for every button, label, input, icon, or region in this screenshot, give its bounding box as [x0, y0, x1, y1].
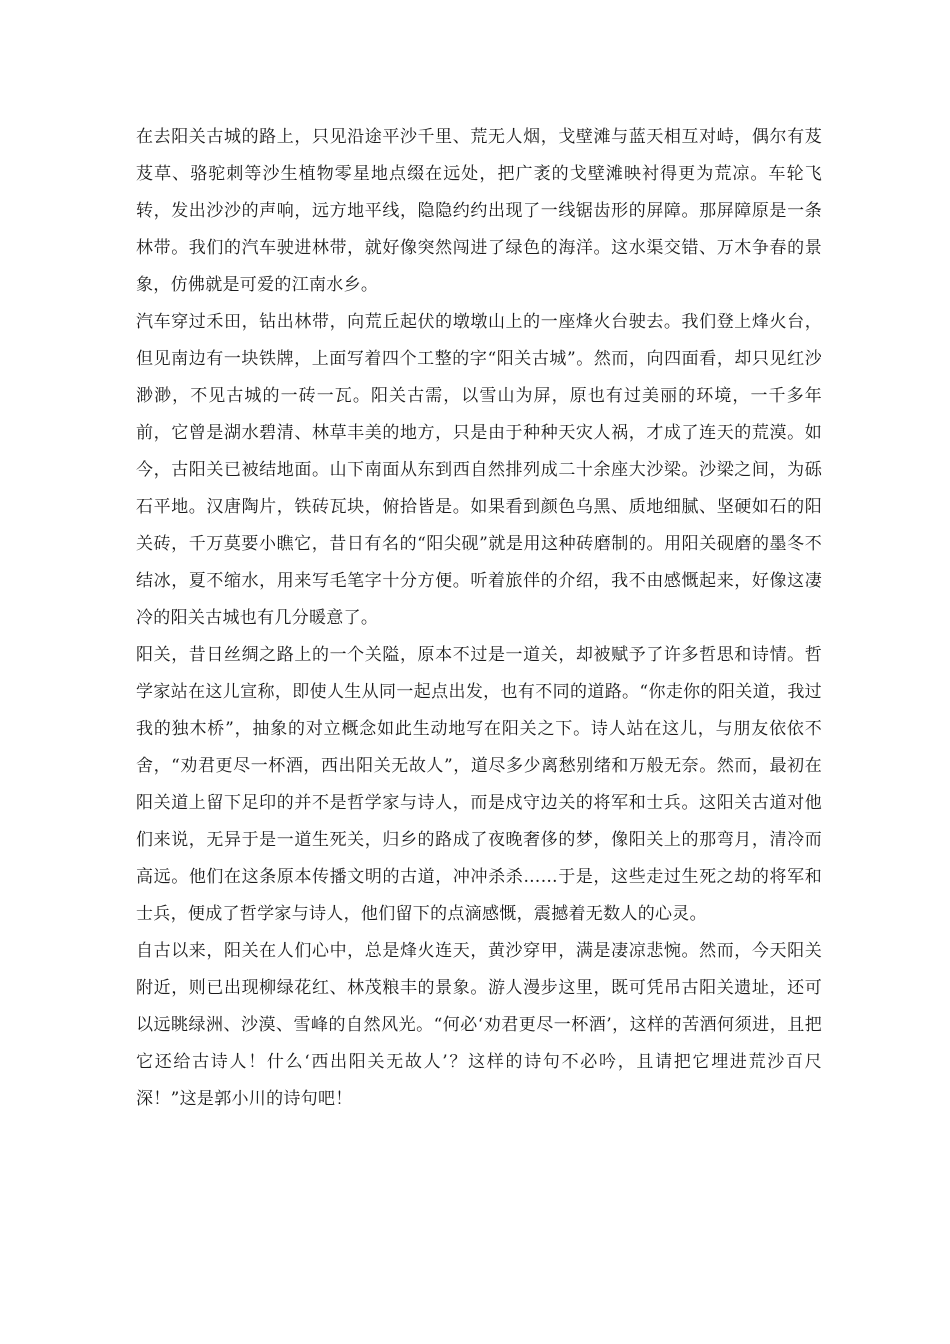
paragraph-3: 阳关，昔日丝绸之路上的一个关隘，原本不过是一道关，却被赋予了许多哲思和诗情。哲学家站在这儿宣称，即使人生从同一起点出发，也有不同的道路。“你走你的阳关道，我过我的独木桥”，抽象的对立概念如此生动地写在阳关之下。诗人站在这儿，与朋友依依不舍，“劝君更尽一杯酒，西出阳关无故人”，道尽多少离愁别绪和万般无奈。然而，最初在阳关道上留下足印的并不是哲学家与诗人，而是戍守边关的将军和士兵。这阳关古道对他们来说，无异于是一道生死关，归乡的路成了夜晚奢侈的梦，像阳关上的那弯月，清冷而高远。他们在这条原本传播文明的古道，冲冲杀杀……于是，这些走过生死之劫的将军和士兵，便成了哲学家与诗人，他们留下的点滴感慨，震撼着无数人的心灵。 [136, 645, 822, 924]
paragraph-2: 汽车穿过禾田，钻出林带，向荒丘起伏的墩墩山上的一座烽火台驶去。我们登上烽火台，但见南边有一块铁牌，上面写着四个工整的字“阳关古城”。然而，向四面看，却只见红沙渺渺，不见古城的一砖一瓦。阳关古需，以雪山为屏，原也有过美丽的环境，一千多年前，它曾是湖水碧清、林草丰美的地方，只是由于种种天灾人祸，才成了连天的荒漠。如今，古阳关已被结地面。山下南面从东到西自然排列成二十余座大沙梁。沙梁之间，为砾石平地。汉唐陶片，铁砖瓦块，俯拾皆是。如果看到颜色乌黑、质地细腻、坚硬如石的阳关砖，千万莫要小瞧它，昔日有名的“阳尖砚”就是用这种砖磨制的。用阳关砚磨的墨冬不结冰，夏不缩水，用来写毛笔字十分方便。听着旅伴的介绍，我不由感慨起来，好像这凄冷的阳关古城也有几分暖意了。 [136, 312, 822, 628]
paragraph-1: 在去阳关古城的路上，只见沿途平沙千里、荒无人烟，戈壁滩与蓝天相互对峙，偶尔有芨芨草、骆驼刺等沙生植物零星地点缀在远处，把广袤的戈壁滩映衬得更为荒凉。车轮飞转，发出沙沙的声响，远方地平线，隐隐约约出现了一线锯齿形的屏障。那屏障原是一条林带。我们的汽车驶进林带，就好像突然闯进了绿色的海洋。这水渠交错、万木争春的景象，仿佛就是可爱的江南水乡。 [136, 127, 822, 295]
article-body [136, 119, 822, 1118]
paragraph-4: 自古以来，阳关在人们心中，总是烽火连天，黄沙穿甲，满是凄凉悲惋。然而，今天阳关附近，则已出现柳绿花红、林茂粮丰的景象。游人漫步这里，既可凭吊古阳关遗址，还可以远眺绿洲、沙漠、雪峰的自然风光。“何必‘劝君更尽一杯酒’，这样的苦酒何须进，且把它还给古诗人！什么‘西出阳关无故人’？这样的诗句不必吟，且请把它埋进荒沙百尺深！”这是郭小川的诗句吧！ [136, 941, 822, 1109]
